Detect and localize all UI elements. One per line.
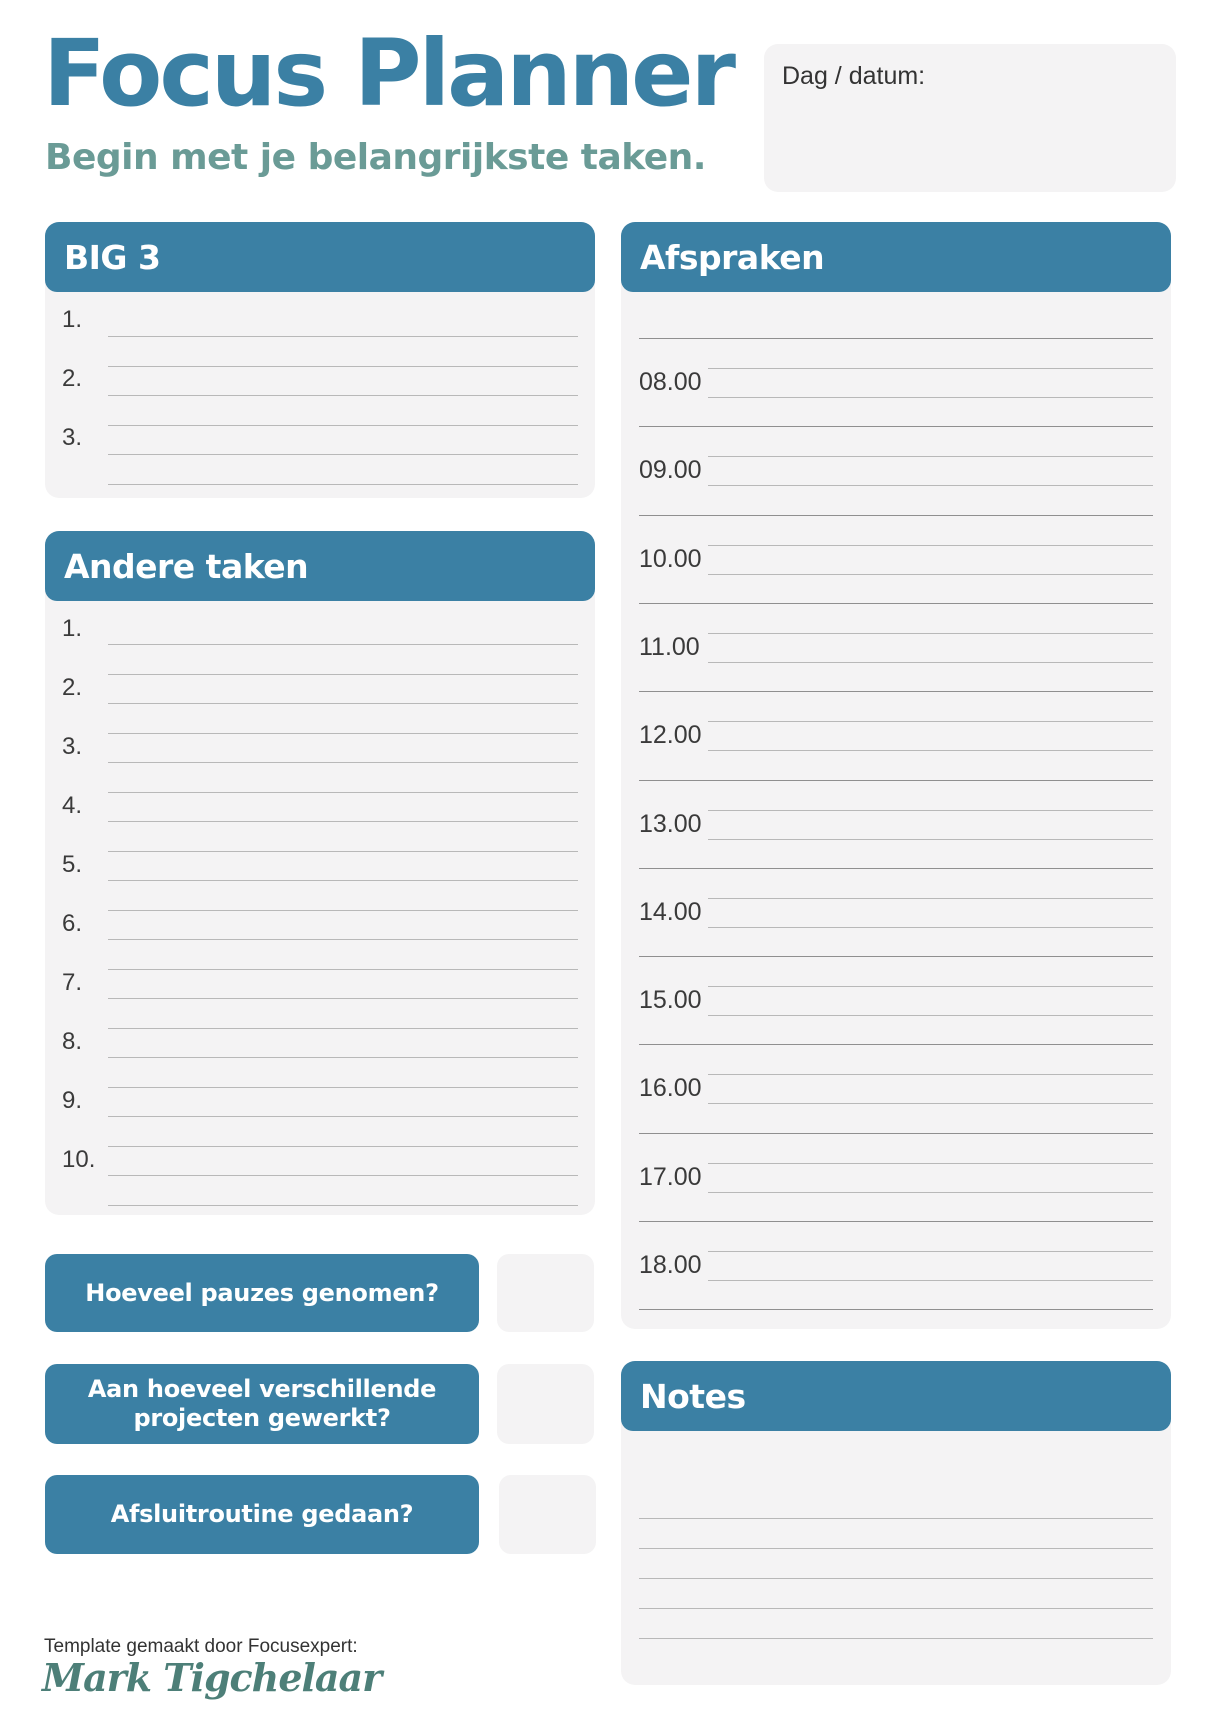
appointment-time: 13.00 bbox=[639, 810, 702, 838]
page-title: Focus Planner bbox=[43, 20, 733, 127]
appointment-time: 14.00 bbox=[639, 898, 702, 926]
other-tasks-panel bbox=[45, 531, 595, 1215]
writing-line[interactable] bbox=[639, 1044, 1153, 1045]
writing-line[interactable] bbox=[639, 691, 1153, 692]
breaks-answer-box[interactable] bbox=[497, 1254, 594, 1332]
writing-line[interactable] bbox=[108, 674, 578, 675]
writing-line[interactable] bbox=[108, 1087, 578, 1088]
writing-line[interactable] bbox=[708, 927, 1153, 928]
writing-line[interactable] bbox=[108, 1116, 578, 1117]
writing-line[interactable] bbox=[108, 395, 578, 396]
writing-line[interactable] bbox=[708, 662, 1153, 663]
task-item-number: 4. bbox=[62, 792, 83, 819]
task-item-number: 5. bbox=[62, 851, 83, 878]
writing-line[interactable] bbox=[108, 1175, 578, 1176]
big3-panel bbox=[45, 222, 595, 498]
writing-line[interactable] bbox=[108, 939, 578, 940]
appointment-time: 15.00 bbox=[639, 986, 702, 1014]
writing-line[interactable] bbox=[108, 792, 578, 793]
appointment-time: 09.00 bbox=[639, 456, 702, 484]
author-signature: Mark Tigchelaar bbox=[42, 1655, 382, 1700]
appointment-time: 16.00 bbox=[639, 1074, 702, 1102]
date-field[interactable] bbox=[764, 44, 1176, 192]
task-item-number: 8. bbox=[62, 1028, 83, 1055]
writing-line[interactable] bbox=[639, 868, 1153, 869]
writing-line[interactable] bbox=[708, 1251, 1153, 1252]
writing-line[interactable] bbox=[708, 986, 1153, 987]
writing-line[interactable] bbox=[108, 910, 578, 911]
writing-line[interactable] bbox=[708, 839, 1153, 840]
appointments-header: Afspraken bbox=[621, 222, 1171, 292]
writing-line[interactable] bbox=[108, 969, 578, 970]
task-item-number: 3. bbox=[62, 733, 83, 760]
breaks-question: Hoeveel pauzes genomen? bbox=[45, 1254, 479, 1332]
writing-line[interactable] bbox=[639, 1518, 1153, 1519]
writing-line[interactable] bbox=[108, 644, 578, 645]
writing-line[interactable] bbox=[639, 1309, 1153, 1310]
writing-line[interactable] bbox=[708, 633, 1153, 634]
writing-line[interactable] bbox=[639, 1578, 1153, 1579]
writing-line[interactable] bbox=[108, 366, 578, 367]
writing-line[interactable] bbox=[708, 1015, 1153, 1016]
writing-line[interactable] bbox=[639, 1221, 1153, 1222]
writing-line[interactable] bbox=[108, 484, 578, 485]
writing-line[interactable] bbox=[708, 750, 1153, 751]
writing-line[interactable] bbox=[708, 1192, 1153, 1193]
appointment-time: 10.00 bbox=[639, 545, 702, 573]
big3-item-number: 3. bbox=[62, 424, 83, 451]
writing-line[interactable] bbox=[708, 368, 1153, 369]
appointments-panel bbox=[621, 222, 1171, 1329]
writing-line[interactable] bbox=[108, 703, 578, 704]
notes-header: Notes bbox=[621, 1361, 1171, 1431]
writing-line[interactable] bbox=[639, 603, 1153, 604]
appointment-time: 18.00 bbox=[639, 1251, 702, 1279]
writing-line[interactable] bbox=[708, 898, 1153, 899]
writing-line[interactable] bbox=[708, 397, 1153, 398]
task-item-number: 9. bbox=[62, 1087, 83, 1114]
writing-line[interactable] bbox=[708, 456, 1153, 457]
appointment-time: 17.00 bbox=[639, 1163, 702, 1191]
writing-line[interactable] bbox=[708, 810, 1153, 811]
writing-line[interactable] bbox=[639, 1133, 1153, 1134]
page-subtitle: Begin met je belangrijkste taken. bbox=[45, 137, 706, 178]
writing-line[interactable] bbox=[708, 1280, 1153, 1281]
appointment-time: 11.00 bbox=[639, 633, 700, 661]
big3-item-number: 1. bbox=[62, 306, 83, 333]
task-item-number: 2. bbox=[62, 674, 83, 701]
writing-line[interactable] bbox=[108, 733, 578, 734]
writing-line[interactable] bbox=[708, 1103, 1153, 1104]
writing-line[interactable] bbox=[639, 956, 1153, 957]
task-item-number: 6. bbox=[62, 910, 83, 937]
writing-line[interactable] bbox=[108, 762, 578, 763]
appointment-time: 08.00 bbox=[639, 368, 702, 396]
notes-panel bbox=[621, 1361, 1171, 1685]
writing-line[interactable] bbox=[108, 454, 578, 455]
footer-credit: Template gemaakt door Focusexpert: bbox=[44, 1636, 358, 1657]
writing-line[interactable] bbox=[639, 780, 1153, 781]
writing-line[interactable] bbox=[639, 338, 1153, 339]
writing-line[interactable] bbox=[708, 485, 1153, 486]
task-item-number: 10. bbox=[62, 1146, 96, 1173]
big3-header: BIG 3 bbox=[45, 222, 595, 292]
writing-line[interactable] bbox=[639, 1638, 1153, 1639]
other-tasks-header: Andere taken bbox=[45, 531, 595, 601]
writing-line[interactable] bbox=[108, 998, 578, 999]
writing-line[interactable] bbox=[108, 1205, 578, 1206]
date-label: Dag / datum: bbox=[782, 62, 926, 90]
writing-line[interactable] bbox=[108, 336, 578, 337]
writing-line[interactable] bbox=[708, 1163, 1153, 1164]
task-item-number: 1. bbox=[62, 615, 83, 642]
task-item-number: 7. bbox=[62, 969, 83, 996]
projects-question: Aan hoeveel verschillende projecten gewerkt? bbox=[45, 1364, 479, 1444]
shutdown-routine-question: Afsluitroutine gedaan? bbox=[45, 1475, 479, 1554]
writing-line[interactable] bbox=[639, 515, 1153, 516]
writing-line[interactable] bbox=[108, 880, 578, 881]
shutdown-routine-answer-box[interactable] bbox=[499, 1475, 596, 1554]
appointment-time: 12.00 bbox=[639, 721, 702, 749]
writing-line[interactable] bbox=[108, 851, 578, 852]
writing-line[interactable] bbox=[108, 1057, 578, 1058]
writing-line[interactable] bbox=[639, 426, 1153, 427]
projects-answer-box[interactable] bbox=[497, 1364, 594, 1444]
writing-line[interactable] bbox=[708, 545, 1153, 546]
writing-line[interactable] bbox=[708, 574, 1153, 575]
writing-line[interactable] bbox=[108, 1028, 578, 1029]
writing-line[interactable] bbox=[108, 821, 578, 822]
big3-item-number: 2. bbox=[62, 365, 83, 392]
writing-line[interactable] bbox=[708, 721, 1153, 722]
writing-line[interactable] bbox=[108, 425, 578, 426]
writing-line[interactable] bbox=[708, 1074, 1153, 1075]
writing-line[interactable] bbox=[639, 1548, 1153, 1549]
writing-line[interactable] bbox=[639, 1608, 1153, 1609]
writing-line[interactable] bbox=[108, 1146, 578, 1147]
